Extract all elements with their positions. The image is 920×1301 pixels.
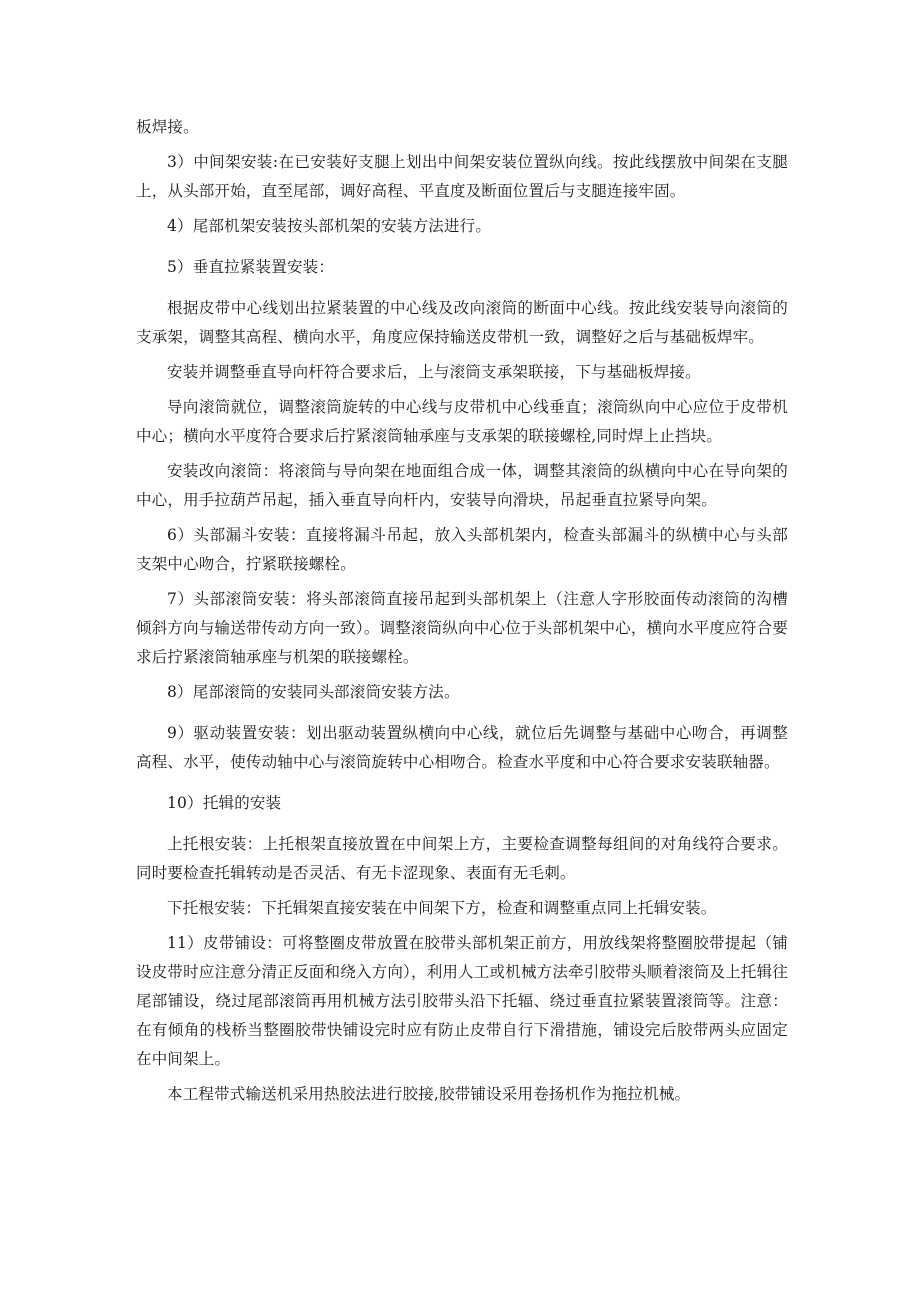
paragraph-tail-frame-install: 4）尾部机架安装按头部机架的安装方法进行。 (167, 217, 492, 235)
paragraph-tensioner-centerline: 根据皮带中心线划出拉紧装置的中心线及改向滚筒的断面中心线。按此线安装导向滚筒的支承架，调整其高程、横向水平，角度应保持输送皮带机一致，调整好之后与基础板焊牢。 (136, 299, 788, 346)
paragraph-bend-pulley: 安装改向滚筒：将滚筒与导向架在地面组合成一体，调整其滚筒的纵横向中心在导向架的中心，用手拉葫芦吊起，插入垂直导向杆内，安装导向滑块，吊起垂直拉紧导向架。 (136, 462, 788, 509)
paragraph-belt-splicing: 本工程带式输送机采用热胶法进行胶接,胶带铺设采用卷扬机作为拖拉机械。 (167, 1085, 691, 1103)
document-page (136, 113, 788, 1109)
paragraph-vertical-tensioner-heading: 5）垂直拉紧装置安装： (167, 258, 335, 276)
paragraph-guide-pulley: 导向滚筒就位，调整滚筒旋转的中心线与皮带机中心线垂直；滚筒纵向中心应位于皮带机中心；横向水平度符合要求后拧紧滚筒轴承座与支承架的联接螺栓,同时焊上止挡块。 (136, 398, 788, 445)
paragraph-drive-unit: 9）驱动装置安装：划出驱动装置纵横向中心线，就位后先调整与基础中心吻合，再调整高程、水平，使传动轴中心与滚筒旋转中心相吻合。检查水平度和中心符合要求安装联轴器。 (136, 724, 788, 771)
paragraph-continuation: 板焊接。 (136, 118, 199, 136)
paragraph-tail-pulley: 8）尾部滚筒的安装同头部滚筒安装方法。 (167, 683, 460, 701)
paragraph-guide-rod: 安装并调整垂直导向杆符合要求后，上与滚筒支承架联接，下与基础板焊接。 (167, 363, 701, 381)
paragraph-middle-frame-install: 3）中间架安装:在已安装好支腿上划出中间架安装位置纵向线。按此线摆放中间架在支腿上，从头部开始，直至尾部，调好高程、平直度及断面位置后与支腿连接牢固。 (136, 153, 788, 200)
paragraph-idler-heading: 10）托辑的安装 (167, 794, 282, 812)
paragraph-head-hopper: 6）头部漏斗安装：直接将漏斗吊起，放入头部机架内，检查头部漏斗的纵横中心与头部支架中心吻合，拧紧联接螺栓。 (136, 526, 788, 573)
paragraph-head-pulley: 7）头部滚筒安装：将头部滚筒直接吊起到头部机架上（注意人字形胶面传动滚筒的沟槽倾斜方向与输送带传动方向一致）。调整滚筒纵向中心位于头部机架中心，横向水平度应符合要求后拧紧滚筒轴承座与机架的联接螺栓。 (136, 590, 788, 666)
paragraph-belt-laying: 11）皮带铺设：可将整圈皮带放置在胶带头部机架正前方，用放线架将整圈胶带提起（铺设皮带时应注意分清正反面和绕入方向），利用人工或机械方法牵引胶带头顺着滚筒及上托辑往尾部铺设，绕过尾部滚筒再用机械方法引胶带头沿下托辐、绕过垂直拉紧装置滚筒等。注意：在有倾角的栈桥当整圈胶带快铺设完时应有防止皮带自行下滑措施，铺设完后胶带两头应固定在中间架上。 (136, 934, 788, 1068)
paragraph-lower-idler: 下托根安装：下托辑架直接安装在中间架下方，检查和调整重点同上托辑安装。 (167, 899, 717, 917)
paragraph-upper-idler: 上托根安装：上托根架直接放置在中间架上方，主要检查调整每组间的对角线符合要求。同时要检查托辑转动是否灵活、有无卡涩现象、表面有无毛刺。 (136, 835, 788, 882)
